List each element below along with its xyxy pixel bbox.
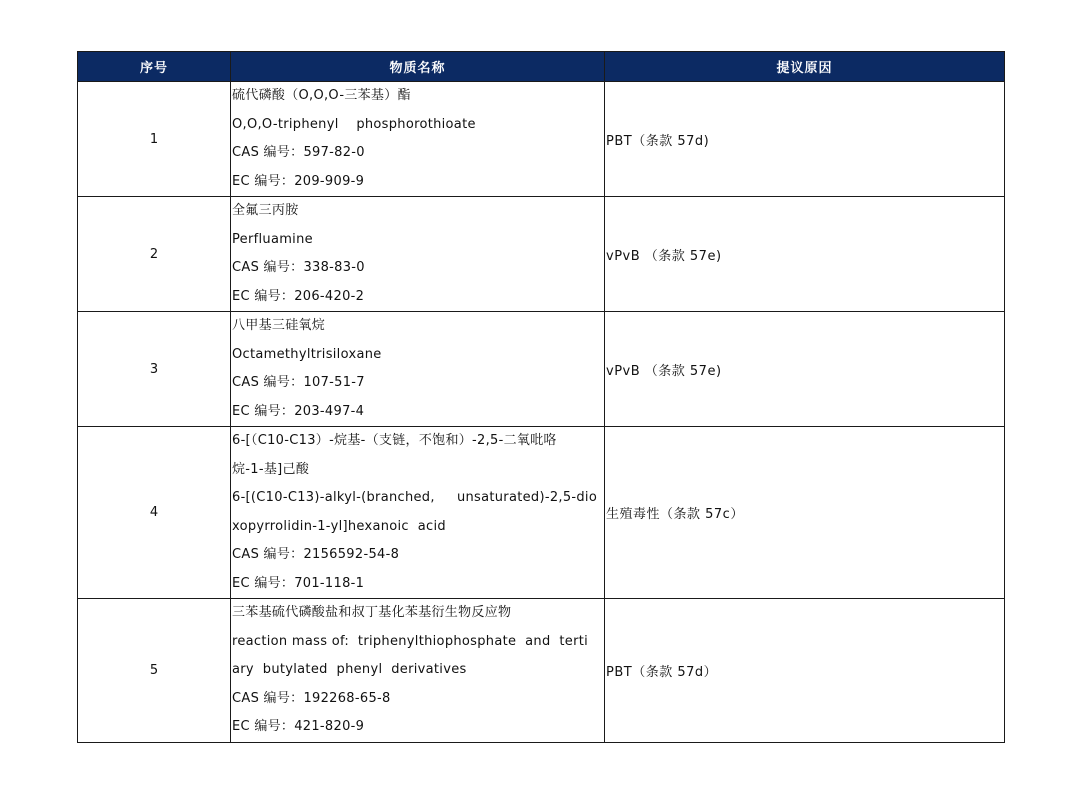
cas-number: CAS 编号：597-82-0 [232,145,365,160]
proposal-reason: vPvB （条款 57e) [606,363,722,379]
proposal-reason: vPvB （条款 57e) [606,248,722,264]
table-row [78,312,1005,427]
reason-cell [605,312,1005,427]
ec-number: EC 编号：701-118-1 [232,575,365,591]
cas-number: CAS 编号：107-51-7 [232,375,365,390]
substance-name-cell [231,599,605,743]
ec-number: EC 编号：203-497-4 [232,403,365,419]
row-number: 3 [78,312,231,427]
substance-name-cell [231,427,605,599]
reason-cell [605,82,1005,197]
reason-cell [605,599,1005,743]
cas-number: CAS 编号：2156592-54-8 [232,547,400,562]
cas-number: CAS 编号：192268-65-8 [232,690,391,706]
substance-name-cn: 6-[（C10-C13）-烷基-（支链，不饱和）-2,5-二氧吡咯 [232,433,557,448]
substance-name-cn: 三苯基硫代磷酸盐和叔丁基化苯基衍生物反应物 [232,605,512,620]
proposal-reason: PBT（条款 57d) [606,133,710,149]
substance-name-cell [231,312,605,427]
substance-name-en-continued: xopyrrolidin-1-yl]hexanoic acid [232,518,446,534]
table-row [78,599,1005,743]
substance-name-en: Octamethyltrisiloxane [232,346,382,362]
substance-name-cn-continued: 烷-1-基]己酸 [232,461,310,477]
reason-cell [605,427,1005,599]
row-number: 5 [78,599,231,743]
proposal-reason: 生殖毒性（条款 57c） [606,507,744,522]
reason-cell [605,197,1005,312]
table-row [78,427,1005,599]
substance-name-cell [231,82,605,197]
table-row [78,82,1005,197]
substance-name-en: 6-[(C10-C13)-alkyl-(branched, unsaturated)-2,5-dio [232,490,598,505]
ec-number: EC 编号：209-909-9 [232,173,365,189]
proposal-reason: PBT（条款 57d） [606,664,718,680]
table-header-row [78,52,1005,82]
ec-number: EC 编号：206-420-2 [232,288,365,304]
table-row [78,197,1005,312]
substance-table [77,51,1005,743]
substance-name-cell [231,197,605,312]
row-number: 4 [78,427,231,599]
substance-name-cn: 八甲基三硅氧烷 [232,318,326,333]
cas-number: CAS 编号：338-83-0 [232,260,365,275]
substance-name-en-continued: ary butylated phenyl derivatives [232,662,467,677]
row-number: 1 [78,82,231,197]
header-proposal-reason: 提议原因 [605,52,1005,82]
header-serial-no: 序号 [78,52,231,82]
ec-number: EC 编号：421-820-9 [232,719,365,734]
substance-name-en: O,O,O-triphenyl phosphorothioate [232,116,476,132]
substance-name-cn: 全氟三丙胺 [232,203,299,218]
substance-name-en: Perfluamine [232,231,313,247]
substance-name-cn: 硫代磷酸（O,O,O-三苯基）酯 [232,88,411,103]
row-number: 2 [78,197,231,312]
substance-name-en: reaction mass of: triphenylthiophosphate and terti [232,633,589,649]
header-substance-name: 物质名称 [231,52,605,82]
